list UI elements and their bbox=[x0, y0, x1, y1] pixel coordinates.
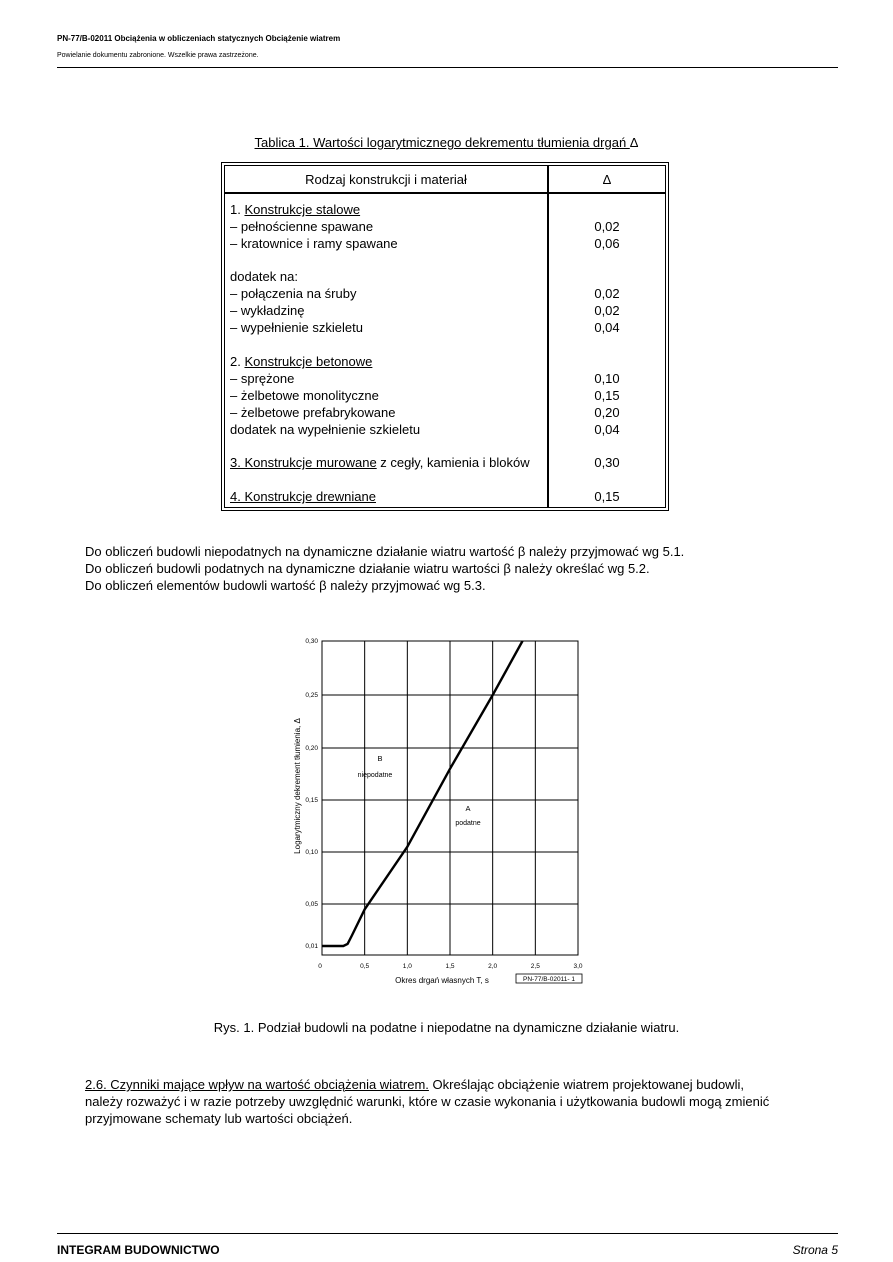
x-tick-label: 1,5 bbox=[445, 963, 455, 970]
y-tick-label: 0,20 bbox=[305, 745, 318, 752]
x-tick-label: 1,0 bbox=[402, 963, 412, 970]
paragraph-3: Do obliczeń elementów budowli wartość β należy przyjmować wg 5.3. bbox=[85, 578, 486, 593]
chart-grid bbox=[322, 641, 578, 955]
beta-symbol: β bbox=[503, 561, 511, 576]
table-row: – żelbetowe monolityczne bbox=[230, 388, 379, 403]
table-value: 0,02 bbox=[594, 303, 620, 318]
copyright-notice: Powielanie dokumentu zabronione. Wszelkie prawa zastrzeżone. bbox=[57, 52, 259, 59]
table-row: – wypełnienie szkieletu bbox=[230, 320, 363, 335]
table-row: dodatek na: bbox=[230, 269, 298, 284]
beta-symbol: β bbox=[517, 544, 526, 559]
x-tick-label: 2,0 bbox=[488, 963, 498, 970]
y-tick-label: 0,01 bbox=[305, 943, 318, 950]
delta-symbol: Δ bbox=[629, 135, 639, 150]
region-a-letter: A bbox=[465, 804, 471, 813]
x-tick-label: 0 bbox=[318, 963, 322, 970]
footer-divider bbox=[57, 1233, 838, 1234]
table-row: – pełnościenne spawane bbox=[230, 219, 374, 234]
x-axis-label: Okres drgań własnych T, s bbox=[395, 976, 489, 985]
y-tick-label: 0,25 bbox=[305, 692, 318, 699]
table-row: – żelbetowe prefabrykowane bbox=[230, 405, 396, 420]
table-value: 0,15 bbox=[594, 388, 620, 403]
y-tick-label: 0,05 bbox=[305, 901, 318, 908]
y-tick-label: 0,30 bbox=[305, 638, 318, 645]
page-number: Strona 5 bbox=[792, 1243, 838, 1257]
table-row: – sprężone bbox=[230, 371, 295, 386]
y-axis-label: Logarytmiczny dekrement tłumienia, Δ bbox=[293, 718, 302, 854]
y-tick-label: 0,15 bbox=[305, 797, 318, 804]
paragraph-2: Do obliczeń budowli podatnych na dynamiczne działanie wiatru wartości β należy określać wg 5.2. bbox=[85, 561, 650, 576]
document-title: PN-77/B-02011 Obciążenia w obliczeniach statycznych Obciążenie wiatrem bbox=[57, 34, 341, 43]
table-value: 0,30 bbox=[594, 455, 620, 470]
table-value: 0,04 bbox=[594, 320, 620, 335]
table-row: 4. Konstrukcje drewniane bbox=[230, 489, 376, 504]
table-value: 0,15 bbox=[594, 489, 620, 504]
column-header-delta: Δ bbox=[548, 165, 666, 193]
region-a-text: podatne bbox=[455, 820, 481, 827]
y-tick-label: 0,10 bbox=[305, 849, 318, 856]
section-line-1: 2.6. Czynniki mające wpływ na wartość obciążenia wiatrem. Określając obciążenie wiatrem projektowanej budowli, bbox=[85, 1077, 744, 1092]
table-row: – wykładzinę bbox=[230, 303, 305, 318]
table-value: 0,02 bbox=[594, 219, 620, 234]
table-row: 1. Konstrukcje stalowe bbox=[230, 202, 361, 217]
beta-symbol: β bbox=[319, 578, 327, 593]
x-tick-label: 3,0 bbox=[573, 963, 583, 970]
table-row: – połączenia na śruby bbox=[230, 286, 357, 301]
table-row: – kratownice i ramy spawane bbox=[230, 236, 398, 251]
table-value: 0,04 bbox=[594, 422, 620, 437]
section-line-3: przyjmowane schematy lub wartości obciążeń. bbox=[85, 1111, 353, 1126]
table-row: 2. Konstrukcje betonowe bbox=[230, 354, 373, 369]
table-row: dodatek na wypełnienie szkieletu bbox=[230, 422, 421, 437]
region-b-text: niepodatne bbox=[357, 772, 393, 779]
table-value: 0,06 bbox=[594, 236, 620, 251]
chart-ticks bbox=[305, 638, 583, 970]
section-heading: 2.6. Czynniki mające wpływ na wartość obciążenia wiatrem. bbox=[85, 1077, 429, 1092]
table-value: 0,10 bbox=[594, 371, 620, 386]
table-row: 3. Konstrukcje murowane z cegły, kamienia i bloków bbox=[230, 455, 530, 470]
table-value: 0,02 bbox=[594, 286, 620, 301]
table-caption-text: Tablica 1. Wartości logarytmicznego dekrementu tłumienia drgań bbox=[254, 135, 630, 150]
section-line-2: należy rozważyć i w razie potrzeby uwzględnić warunki, które w czasie wykonania i użytkowania budowli mogą zmienić bbox=[85, 1094, 770, 1109]
x-tick-label: 0,5 bbox=[360, 963, 370, 970]
chart-stamp: PN-77/B-02011- 1 bbox=[523, 976, 575, 983]
table-value: 0,20 bbox=[594, 405, 620, 420]
region-b-letter: B bbox=[377, 754, 383, 763]
x-tick-label: 2,5 bbox=[530, 963, 540, 970]
footer-publisher: INTEGRAM BUDOWNICTWO bbox=[57, 1243, 220, 1257]
figure-caption: Rys. 1. Podział budowli na podatne i niepodatne na dynamiczne działanie wiatru. bbox=[213, 1020, 680, 1035]
paragraph-1: Do obliczeń budowli niepodatnych na dynamiczne działanie wiatru wartość β należy przyjmować wg 5.1. bbox=[85, 544, 685, 559]
column-header-type: Rodzaj konstrukcji i materiał bbox=[224, 165, 548, 193]
